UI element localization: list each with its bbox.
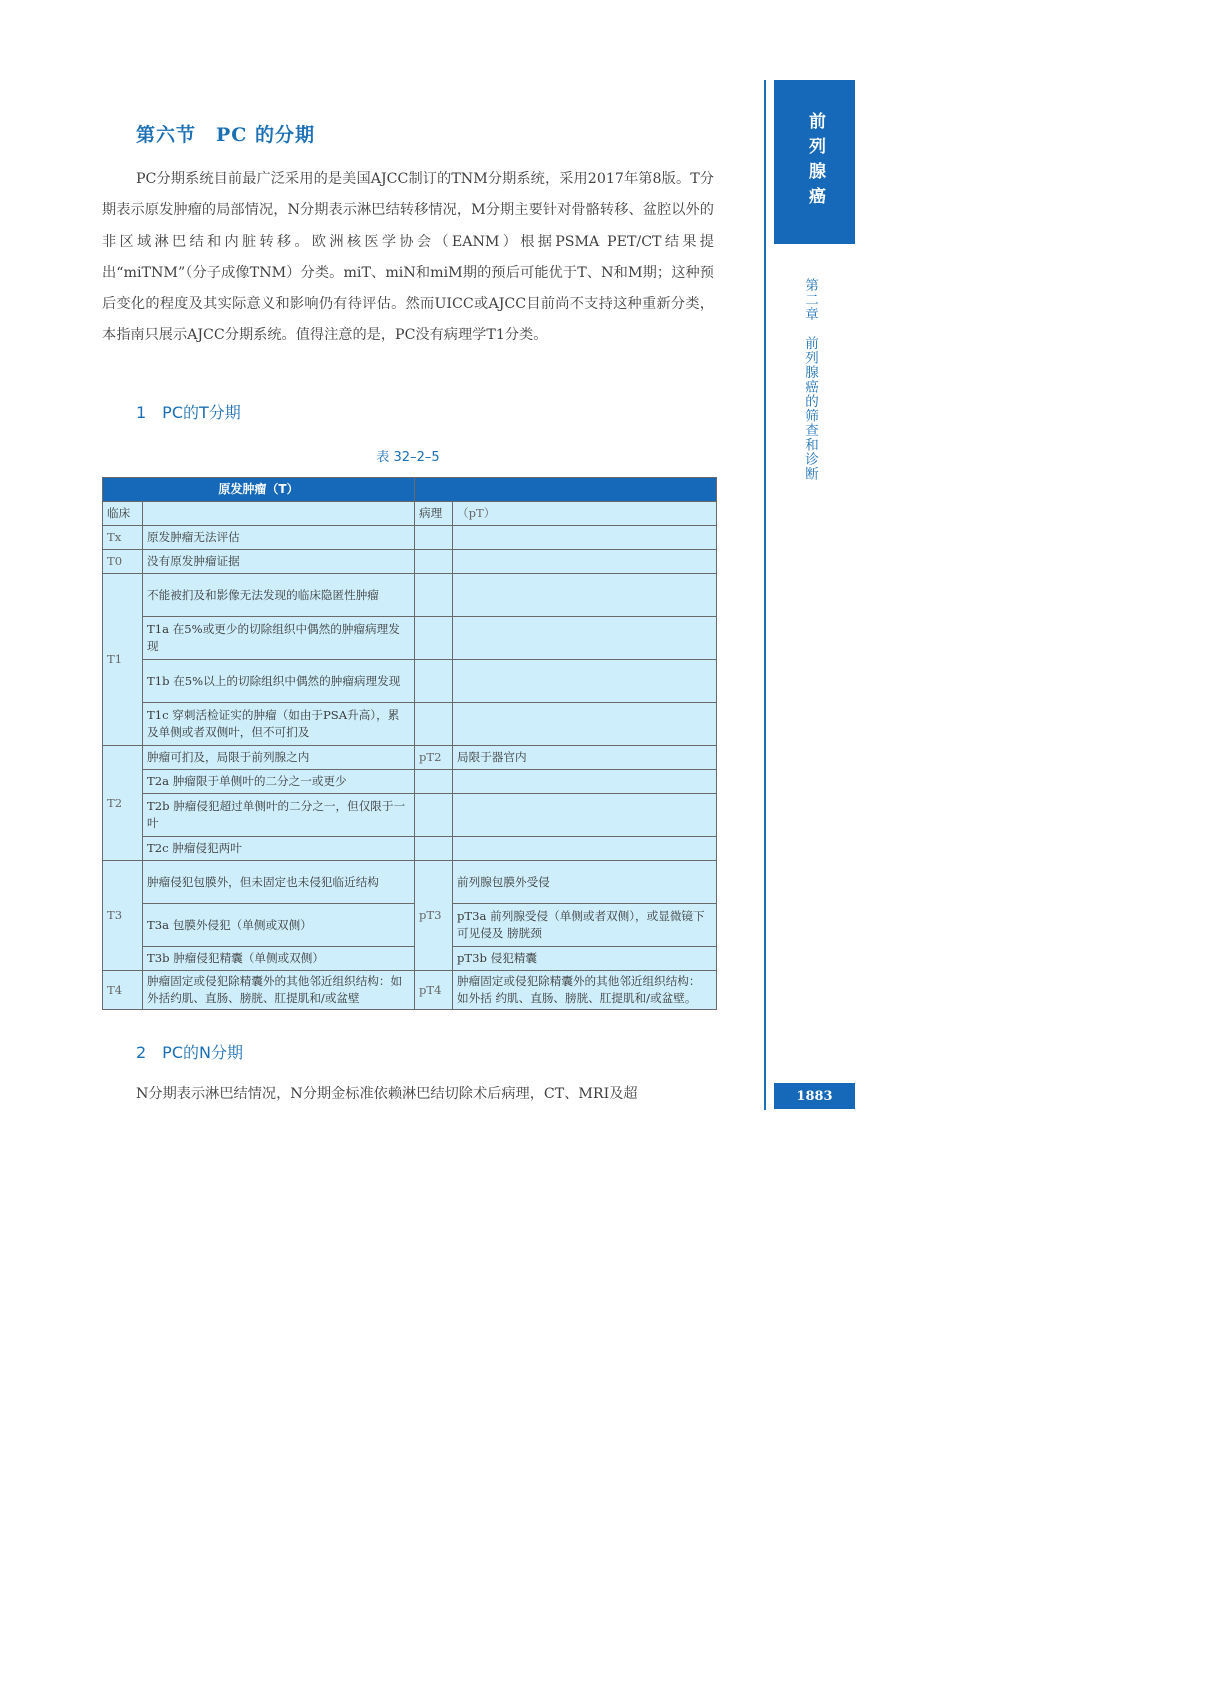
page-number: 1883 — [774, 1083, 855, 1109]
t-staging-table — [102, 477, 717, 1010]
col-clinical-label: 临床 — [103, 502, 143, 526]
row-desc-t1b: T1b 在5%以上的切除组织中偶然的肿瘤病理发现 — [143, 660, 415, 703]
row-code-tx: Tx — [103, 526, 143, 550]
row-desc-t2: 肿瘤可扪及，局限于前列腺之内 — [143, 746, 415, 770]
chapter-title: 第二章 前列腺癌的筛查和诊断 — [802, 278, 818, 481]
row-code-t4: T4 — [103, 971, 143, 1010]
body-paragraph: N分期表示淋巴结情况，N分期金标准依赖淋巴结切除术后病理，CT、MRI及超 — [136, 1086, 638, 1102]
row-desc-t3b: T3b 肿瘤侵犯精囊（单侧或双侧） — [143, 947, 415, 971]
row-desc-tx: 原发肿瘤无法评估 — [143, 526, 415, 550]
row-code-pt4: pT4 — [415, 971, 453, 1010]
section-title: 第六节 PC 的分期 — [136, 124, 316, 146]
subheading-t-staging: 1 PC的T分期 — [136, 403, 241, 422]
row-desc-t2b: T2b 肿瘤侵犯超过单侧叶的二分之一，但仅限于一叶 — [143, 794, 415, 837]
col-pathology-label: 病理 — [415, 502, 453, 526]
row-code-t0: T0 — [103, 550, 143, 574]
table-caption: 表 32–2–5 — [376, 450, 440, 465]
row-desc-t1a: T1a 在5%或更少的切除组织中偶然的肿瘤病理发现 — [143, 617, 415, 660]
row-desc-t2c: T2c 肿瘤侵犯两叶 — [143, 837, 415, 861]
row-code-pt2: pT2 — [415, 746, 453, 770]
chapter-tab — [774, 80, 855, 244]
row-code-t2: T2 — [103, 746, 143, 861]
chapter-tab-label: 前列腺癌 — [805, 112, 825, 212]
row-desc-pt4: 肿瘤固定或侵犯除精囊外的其他邻近组织结构：如外括 约肌、直肠、膀胱、肛提肌和/或盆壁。 — [453, 971, 717, 1010]
row-desc-t1: 不能被扪及和影像无法发现的临床隐匿性肿瘤 — [143, 574, 415, 617]
row-code-t1: T1 — [103, 574, 143, 746]
sidebar-divider — [764, 80, 766, 1110]
row-desc-t4: 肿瘤固定或侵犯除精囊外的其他邻近组织结构：如外括约肌、直肠、膀胱、肛提肌和/或盆壁 — [143, 971, 415, 1010]
table-header: 原发肿瘤（T） — [103, 478, 415, 502]
row-desc-pt2: 局限于器官内 — [453, 746, 717, 770]
col-pathology-code: （pT） — [453, 502, 717, 526]
subheading-n-staging: 2 PC的N分期 — [136, 1043, 243, 1062]
row-desc-t2a: T2a 肿瘤限于单侧叶的二分之一或更少 — [143, 770, 415, 794]
row-desc-t3a: T3a 包膜外侵犯（单侧或双侧） — [143, 904, 415, 947]
body-paragraph: PC分期系统目前最广泛采用的是美国AJCC制订的TNM分期系统，采用2017年第8版。T分期表示原发肿瘤的局部情况，N分期表示淋巴结转移情况，M分期主要针对骨骼转移、盆腔以外的非区域淋巴结和内脏转移。欧洲核医学协会（EANM）根据PSMA PET/CT结果提出“miTNM”（分子成像TNM）分类。miT、miN和miM期的预后可能优于T、N和M期；这种预后变化的程度及其实际意义和影响仍有待评估。然而UICC或AJCC目前尚不支持这种重新分类，本指南只展示AJCC分期系统。值得注意的是，PC没有病理学T1分类。 — [102, 171, 714, 344]
row-desc-t1c: T1c 穿刺活检证实的肿瘤（如由于PSA升高），累及单侧或者双侧叶，但不可扪及 — [143, 703, 415, 746]
row-desc-t0: 没有原发肿瘤证据 — [143, 550, 415, 574]
row-desc-t3: 肿瘤侵犯包膜外，但未固定也未侵犯临近结构 — [143, 861, 415, 904]
row-desc-pt3a: pT3a 前列腺受侵（单侧或者双侧），或显微镜下可见侵及 膀胱颈 — [453, 904, 717, 947]
row-code-pt3: pT3 — [415, 861, 453, 971]
row-desc-pt3b: pT3b 侵犯精囊 — [453, 947, 717, 971]
row-desc-pt3: 前列腺包膜外受侵 — [453, 861, 717, 904]
row-code-t3: T3 — [103, 861, 143, 971]
